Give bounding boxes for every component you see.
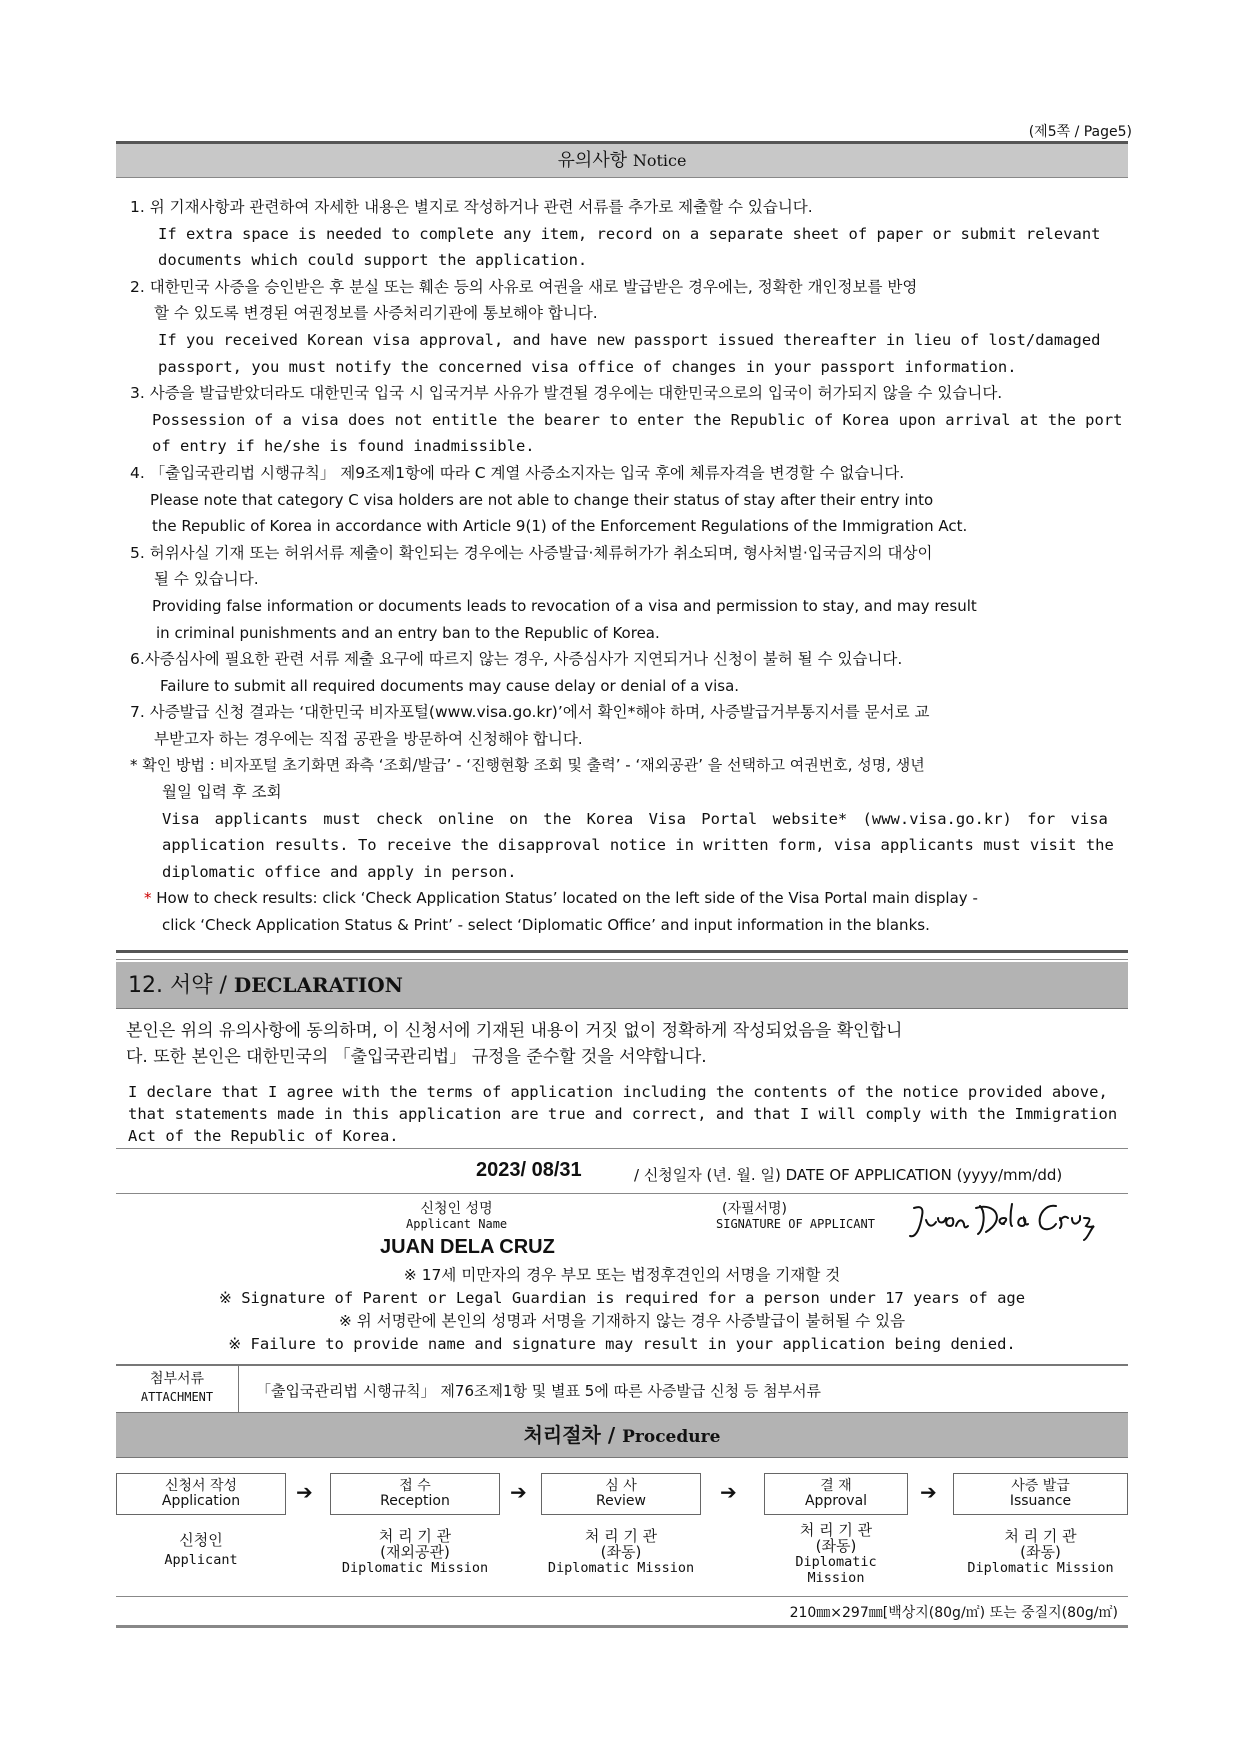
notice-list (130, 194, 1126, 939)
notice-item-3-ko: 3. 사증을 발급받았더라도 대한민국 입국 시 입국거부 사유가 발견될 경우에는 대한민국으로의 입국이 허가되지 않을 수 있습니다. (130, 384, 1003, 403)
step-label-en: Application (161, 1493, 241, 1509)
agent-ko: 처 리 기 관 (378, 1527, 452, 1545)
declaration-ko-line: 본인은 위의 유의사항에 동의하며, 이 신청서에 기재된 내용이 거짓 없이 정확하게 작성되었음을 확인합니 (126, 1021, 903, 1041)
notice-item-3-en: Possession of a visa does not entitle the bearer to enter the Republic of Korea upon arrival at the port (152, 410, 1123, 429)
procedure-step-approval (764, 1473, 908, 1515)
signature-notes (116, 1264, 1128, 1356)
procedure-agent-review (541, 1528, 701, 1576)
attachment-label-en: ATTACHMENT (140, 1390, 214, 1404)
notice-item-6-en: Failure to submit all required documents may cause delay or denial of a visa. (160, 676, 740, 695)
attachment-label (116, 1366, 239, 1412)
signature-label-en: SIGNATURE OF APPLICANT (716, 1217, 875, 1231)
asterisk-icon: * (144, 889, 152, 908)
guardian-note-ko: ※ 17세 미만자의 경우 부모 또는 법정후견인의 서명을 기재할 것 (403, 1266, 841, 1284)
agent-ko: 처 리 기 관 (1004, 1527, 1077, 1545)
application-date-label: / 신청일자 (년. 월. 일) DATE OF APPLICATION (yyyy/mm/dd) (634, 1166, 1063, 1184)
applicant-name[interactable]: JUAN DELA CRUZ (380, 1236, 555, 1258)
declaration-text-en (128, 1081, 1128, 1147)
failure-note-ko: ※ 위 서명란에 본인의 성명과 서명을 기재하지 않는 경우 사증발급이 불허될 수 있음 (338, 1312, 906, 1330)
check-method-ko: 월일 입력 후 조회 (162, 783, 282, 802)
notice-title-en: Notice (632, 151, 687, 170)
procedure-title-ko: 처리절차 / (523, 1423, 616, 1447)
procedure-header (116, 1413, 1128, 1458)
agent-sub: (좌동) (1020, 1543, 1061, 1561)
declaration-divider (116, 950, 1128, 960)
notice-item-5-en: in criminal punishments and an entry ban to the Republic of Korea. (156, 623, 660, 642)
notice-item-1-ko: 1. 위 기재사항과 관련하여 자세한 내용은 별지로 작성하거나 관련 서류를 추가로 제출할 수 있습니다. (130, 198, 813, 216)
agent-ko: 신청인 (179, 1531, 223, 1549)
procedure-step-application (116, 1473, 286, 1515)
procedure-title-en: Procedure (622, 1427, 721, 1447)
notice-item-7-ko: 부받고자 하는 경우에는 직접 공관을 방문하여 신청해야 합니다. (154, 729, 583, 748)
declaration-title-en: DECLARATION (233, 973, 403, 997)
notice-item-3-en: of entry if he/she is found inadmissible. (152, 437, 535, 456)
how-to-check-en (130, 885, 1126, 912)
notice-item-2-en: If you received Korean visa approval, and have new passport issued thereafter in lieu of lost/damaged (158, 330, 1101, 349)
applicant-name-label-en: Applicant Name (406, 1217, 508, 1231)
notice-item-1-en: If extra space is needed to complete any item, record on a separate sheet of paper or submit relevant (158, 224, 1101, 243)
how-to-check-line: How to check results: click ‘Check Application Status’ located on the left side of the Visa Portal main display - (156, 889, 978, 908)
page-number: (제5쪽 / Page5) (1028, 124, 1132, 140)
notice-item-7-ko: 7. 사증발급 신청 결과는 ‘대한민국 비자포털(www.visa.go.kr)’에서 확인*해야 하며, 사증발급거부통지서를 문서로 교 (130, 703, 930, 722)
notice-item-2-ko: 2. 대한민국 사증을 승인받은 후 분실 또는 훼손 등의 사유로 여권을 새로 발급받은 경우에는, 정확한 개인정보를 반영 (130, 277, 918, 296)
agent-sub: (재외공관) (380, 1543, 450, 1561)
step-label-ko: 결 재 (820, 1478, 852, 1494)
application-date[interactable]: 2023/ 08/31 (476, 1159, 582, 1181)
applicant-name-label (406, 1202, 507, 1232)
procedure-step-review (541, 1473, 701, 1515)
handwritten-signature[interactable] (906, 1198, 1106, 1246)
step-label-en: Approval (804, 1493, 868, 1509)
application-date-row (116, 1148, 1128, 1194)
notice-item-6-ko: 6.사증심사에 필요한 관련 서류 제출 요구에 따르지 않는 경우, 사증심사가 지연되거나 신청이 불허 될 수 있습니다. (130, 650, 903, 669)
declaration-en-line: I declare that I agree with the terms of application including the contents of the notice provided above, (128, 1083, 1108, 1101)
declaration-title-ko: 12. 서약 / (128, 973, 227, 998)
notice-item-2-en: passport, you must notify the concerned visa office of changes in your passport information. (158, 357, 1017, 376)
check-method-en: diplomatic office and apply in person. (162, 862, 517, 881)
notice-item-4-en: Please note that category C visa holders are not able to change their status of stay after their entry into (150, 490, 934, 509)
agent-en: Diplomatic Mission (967, 1560, 1114, 1576)
check-method-ko: * 확인 방법 : 비자포털 초기화면 좌측 ‘조회/발급’ - ‘진행현황 조회 및 출력’ - ‘재외공관’ 을 선택하고 여권번호, 성명, 생년 (130, 756, 925, 775)
arrow-right-icon: ➔ (720, 1480, 737, 1504)
notice-item-4-ko: 4. 「출입국관리법 시행규칙」 제9조제1항에 따라 C 계열 사증소지자는 입국 후에 체류자격을 변경할 수 없습니다. (130, 463, 905, 482)
applicant-name-label-ko: 신청인 성명 (420, 1201, 493, 1217)
agent-ko: 처 리 기 관 (799, 1521, 873, 1539)
arrow-right-icon: ➔ (296, 1480, 313, 1504)
arrow-right-icon: ➔ (920, 1480, 937, 1504)
declaration-text-ko (126, 1018, 1126, 1070)
signature-area (116, 1192, 1128, 1365)
notice-item-2-ko: 할 수 있도록 변경된 여권정보를 사증처리기관에 통보해야 합니다. (154, 304, 598, 323)
agent-sub: (좌동) (600, 1543, 642, 1561)
attachment-value: 「출입국관리법 시행규칙」 제76조제1항 및 별표 5에 따른 사증발급 신청 등 첨부서류 (256, 1382, 822, 1400)
step-label-ko: 심 사 (605, 1478, 637, 1494)
notice-item-5-ko: 5. 허위사실 기재 또는 허위서류 제출이 확인되는 경우에는 사증발급·체류허가가 취소되며, 형사처벌·입국금지의 대상이 (130, 543, 933, 562)
procedure-agent-issuance (953, 1528, 1128, 1576)
step-label-en: Reception (380, 1493, 450, 1509)
procedure-step-issuance (953, 1473, 1128, 1515)
step-label-ko: 사증 발급 (1011, 1478, 1070, 1494)
attachment-row (116, 1365, 1128, 1413)
agent-en: Applicant (164, 1552, 238, 1568)
agent-sub: (좌동) (815, 1537, 857, 1555)
step-label-en: Issuance (1009, 1493, 1072, 1509)
step-label-en: Review (596, 1493, 646, 1509)
declaration-ko-line: 다. 또한 본인은 대한민국의 「출입국관리법」 규정을 준수할 것을 서약합니다. (126, 1047, 707, 1067)
agent-en: Diplomatic Mission (547, 1560, 695, 1576)
check-method-en: application results. To receive the disapproval notice in written form, visa applicants must visit the (162, 836, 1114, 855)
attachment-label-ko: 첨부서류 (149, 1371, 205, 1387)
notice-item-1-en: documents which could support the application. (158, 251, 588, 270)
procedure-agent-approval (770, 1522, 902, 1586)
notice-header (116, 141, 1128, 178)
arrow-right-icon: ➔ (510, 1480, 527, 1504)
guardian-note-en: ※ Signature of Parent or Legal Guardian is required for a person under 17 years of age (218, 1289, 1026, 1307)
declaration-en-line: Act of the Republic of Korea. (128, 1127, 399, 1145)
declaration-en-line: that statements made in this application are true and correct, and that I will comply with the Immigration (128, 1105, 1118, 1123)
notice-item-4-en: the Republic of Korea in accordance with Article 9(1) of the Enforcement Regulations of the Immigration Act. (152, 517, 968, 536)
signature-label (716, 1202, 875, 1232)
agent-ko: 처 리 기 관 (584, 1527, 658, 1545)
agent-en: Diplomatic Mission (795, 1554, 877, 1586)
step-label-ko: 접 수 (399, 1478, 431, 1494)
paper-spec: 210㎜×297㎜[백상지(80g/㎡) 또는 중질지(80g/㎡) (789, 1605, 1118, 1621)
signature-label-ko: (자필서명) (722, 1201, 788, 1217)
notice-item-5-ko: 될 수 있습니다. (154, 570, 259, 589)
step-label-ko: 신청서 작성 (164, 1478, 238, 1494)
procedure-step-reception (330, 1473, 500, 1515)
notice-item-5-en: Providing false information or documents leads to revocation of a visa and permission to stay, and may result (152, 596, 977, 615)
notice-title-ko: 유의사항 (557, 150, 628, 171)
procedure-agent-applicant (116, 1532, 286, 1568)
failure-note-en: ※ Failure to provide name and signature may result in your application being denied. (228, 1335, 1016, 1353)
procedure-agent-reception (330, 1528, 500, 1576)
agent-en: Diplomatic Mission (341, 1560, 489, 1576)
declaration-header (116, 962, 1128, 1009)
paper-spec-footer (116, 1596, 1128, 1628)
check-method-en: Visa applicants must check online on the Korea Visa Portal website* (www.visa.go.kr) for visa (162, 809, 1108, 828)
how-to-check-en: click ‘Check Application Status & Print’ - select ‘Diplomatic Office’ and input information in the blanks. (162, 916, 930, 935)
